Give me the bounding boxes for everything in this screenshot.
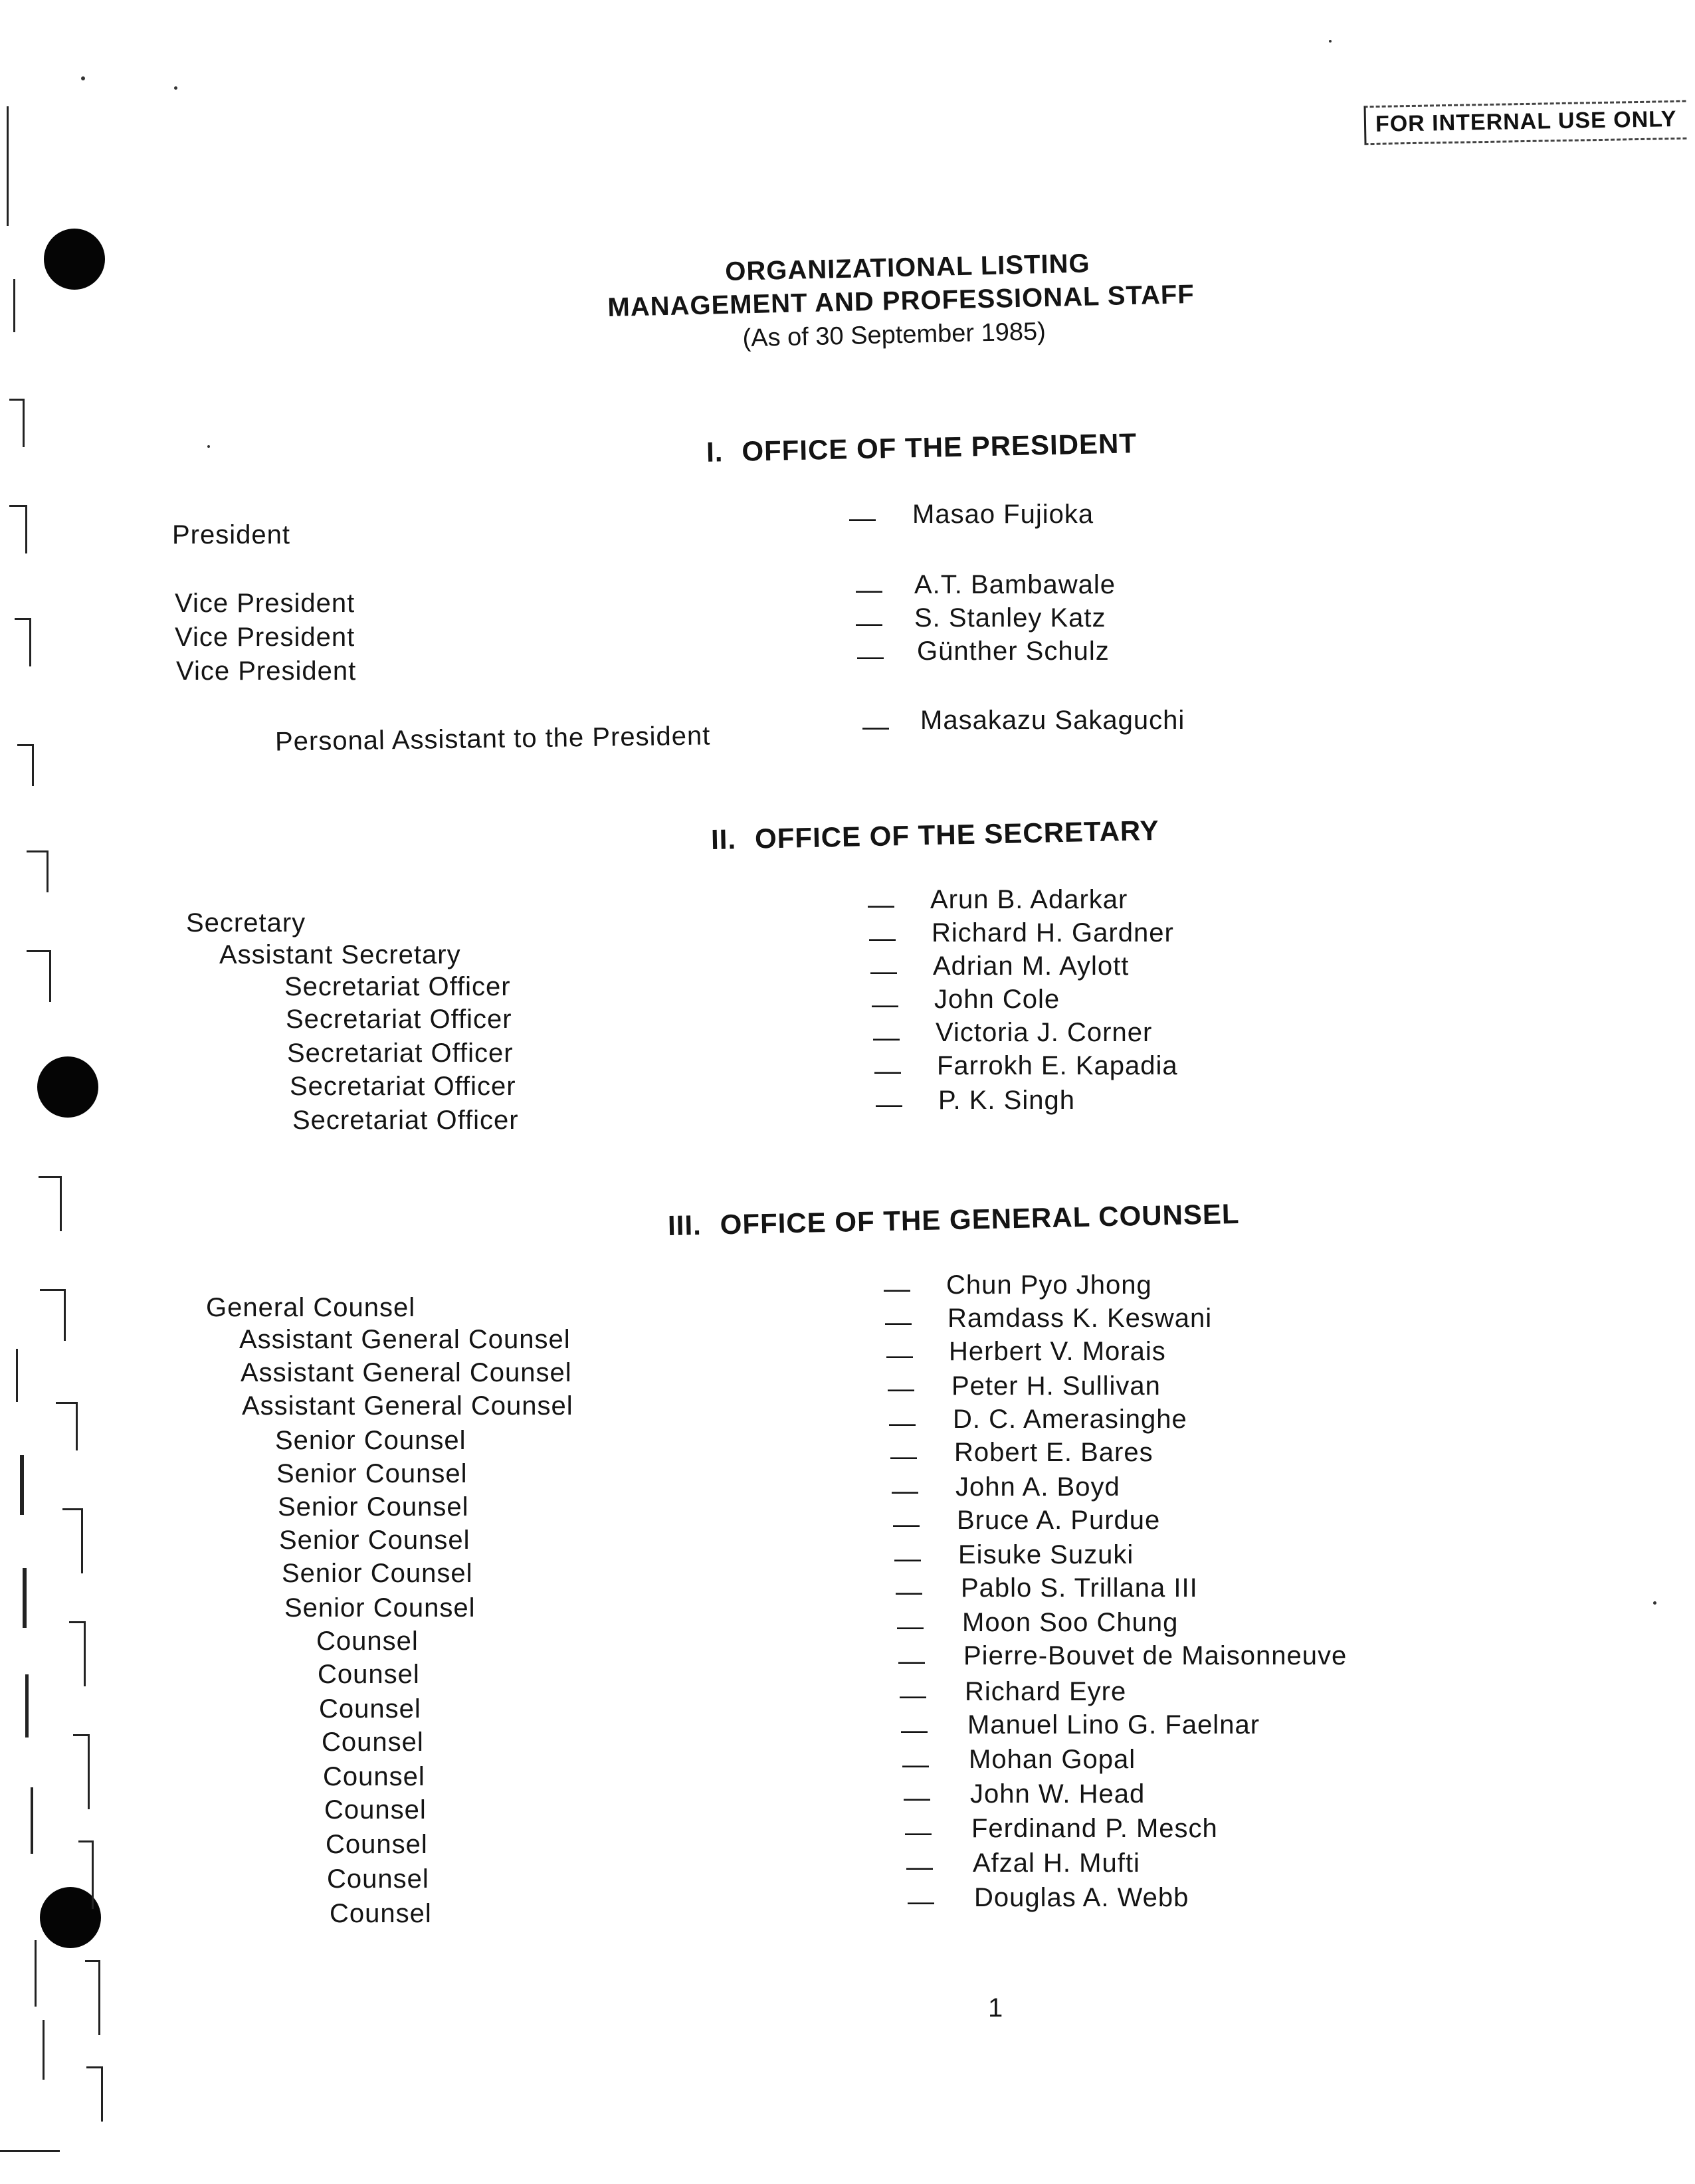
dash: —	[869, 924, 896, 953]
role-label: Counsel	[326, 1830, 428, 1859]
dash: —	[890, 1442, 917, 1471]
staff-name: D. C. Amerasinghe	[953, 1405, 1187, 1434]
dash: —	[904, 1783, 930, 1813]
dash: —	[872, 990, 898, 1019]
staff-name: Farrokh E. Kapadia	[937, 1051, 1178, 1080]
staff-name: S. Stanley Katz	[914, 603, 1106, 633]
staff-name: Bruce A. Purdue	[957, 1506, 1161, 1535]
staff-name: Mohan Gopal	[969, 1745, 1136, 1774]
role-label: Vice President	[176, 656, 357, 686]
role-label: Senior Counsel	[279, 1526, 470, 1555]
dash: —	[856, 575, 882, 605]
role-label: President	[172, 520, 290, 549]
role-label: Counsel	[330, 1899, 432, 1928]
dash: —	[908, 1887, 934, 1916]
section-title: OFFICE OF THE SECRETARY	[754, 814, 1160, 854]
role-label: Counsel	[318, 1660, 420, 1689]
role-label: Secretariat Officer	[287, 1039, 514, 1068]
section-number: II.	[710, 823, 737, 856]
staff-name: P. K. Singh	[938, 1086, 1075, 1115]
staff-name: Manuel Lino G. Faelnar	[967, 1710, 1260, 1739]
section-number: III.	[667, 1209, 702, 1242]
section-number: I.	[706, 436, 724, 468]
role-label: Assistant Secretary	[219, 940, 461, 969]
dash: —	[874, 1056, 901, 1086]
dash: —	[906, 1852, 933, 1882]
dash: —	[862, 712, 889, 742]
section-title: OFFICE OF THE GENERAL COUNSEL	[720, 1197, 1241, 1241]
role-label: Senior Counsel	[284, 1593, 476, 1623]
staff-name: Günther Schulz	[917, 637, 1110, 666]
staff-name: Chun Pyo Jhong	[946, 1270, 1152, 1300]
role-label: Assistant General Counsel	[242, 1391, 573, 1421]
staff-name: Ramdass K. Keswani	[947, 1304, 1213, 1333]
staff-name: A.T. Bambawale	[914, 570, 1116, 599]
staff-name: Masao Fujioka	[912, 500, 1094, 529]
dash: —	[897, 1612, 924, 1641]
dash: —	[876, 1090, 902, 1119]
staff-name: Moon Soo Chung	[962, 1608, 1179, 1637]
staff-name: Afzal H. Mufti	[973, 1848, 1140, 1878]
dash: —	[849, 504, 876, 533]
dash: —	[901, 1716, 928, 1745]
dash: —	[892, 1476, 918, 1506]
document-date: (As of 30 September 1985)	[742, 318, 1047, 353]
staff-name: Victoria J. Corner	[936, 1018, 1153, 1047]
staff-name: Adrian M. Aylott	[933, 951, 1130, 981]
page-number: 1	[988, 1993, 1003, 2023]
role-label: Counsel	[316, 1627, 419, 1656]
role-label: Counsel	[322, 1728, 424, 1757]
dash: —	[888, 1374, 914, 1403]
section-heading	[668, 1198, 1240, 1242]
section-title: OFFICE OF THE PRESIDENT	[741, 427, 1138, 467]
staff-name: John Cole	[934, 985, 1060, 1014]
dash: —	[896, 1577, 922, 1607]
staff-name: Robert E. Bares	[954, 1438, 1153, 1467]
staff-name: John W. Head	[970, 1779, 1146, 1809]
staff-name: Richard Eyre	[965, 1677, 1127, 1706]
staff-name: Masakazu Sakaguchi	[920, 706, 1185, 735]
role-label: Personal Assistant to the President	[274, 721, 711, 757]
role-label: Secretary	[186, 908, 306, 938]
dash: —	[894, 1544, 921, 1573]
dash: —	[885, 1308, 912, 1337]
role-label: Senior Counsel	[276, 1459, 468, 1488]
dash: —	[905, 1818, 932, 1847]
role-label: Vice President	[175, 623, 355, 652]
internal-use-stamp: FOR INTERNAL USE ONLY	[1364, 100, 1687, 145]
dash: —	[898, 1646, 925, 1676]
role-label: Assistant General Counsel	[239, 1325, 571, 1354]
role-label: Counsel	[324, 1795, 427, 1825]
role-label: Counsel	[327, 1864, 429, 1894]
role-label: Assistant General Counsel	[241, 1358, 572, 1387]
document-title: ORGANIZATIONAL LISTING	[724, 248, 1091, 286]
role-label: Secretariat Officer	[292, 1106, 519, 1135]
role-label: Senior Counsel	[278, 1492, 469, 1522]
role-label: Secretariat Officer	[284, 972, 511, 1001]
staff-name: Richard H. Gardner	[932, 918, 1174, 947]
role-label: Counsel	[323, 1762, 425, 1791]
dash: —	[857, 642, 884, 671]
staff-name: Eisuke Suzuki	[958, 1540, 1134, 1569]
dash: —	[900, 1681, 926, 1710]
staff-name: Peter H. Sullivan	[951, 1371, 1161, 1401]
dash: —	[884, 1274, 910, 1304]
dash: —	[870, 957, 897, 986]
dash: —	[902, 1750, 929, 1779]
role-label: Secretariat Officer	[286, 1005, 512, 1034]
dash: —	[868, 890, 894, 920]
dash: —	[889, 1409, 916, 1438]
staff-name: Ferdinand P. Mesch	[971, 1814, 1218, 1843]
dash: —	[893, 1510, 920, 1539]
role-label: Senior Counsel	[282, 1559, 473, 1588]
dash: —	[873, 1023, 900, 1052]
role-label: Secretariat Officer	[290, 1072, 516, 1101]
document-subtitle: MANAGEMENT AND PROFESSIONAL STAFF	[607, 279, 1195, 323]
staff-name: John A. Boyd	[955, 1472, 1120, 1502]
dash: —	[886, 1341, 913, 1370]
staff-name: Pierre-Bouvet de Maisonneuve	[963, 1641, 1347, 1670]
role-label: Senior Counsel	[275, 1426, 466, 1455]
staff-name: Arun B. Adarkar	[930, 885, 1128, 914]
staff-name: Herbert V. Morais	[949, 1337, 1166, 1366]
role-label: General Counsel	[206, 1293, 416, 1322]
staff-name: Pablo S. Trillana III	[961, 1573, 1198, 1603]
staff-name: Douglas A. Webb	[974, 1883, 1189, 1912]
dash: —	[856, 609, 882, 638]
role-label: Counsel	[319, 1694, 421, 1724]
role-label: Vice President	[175, 589, 355, 618]
